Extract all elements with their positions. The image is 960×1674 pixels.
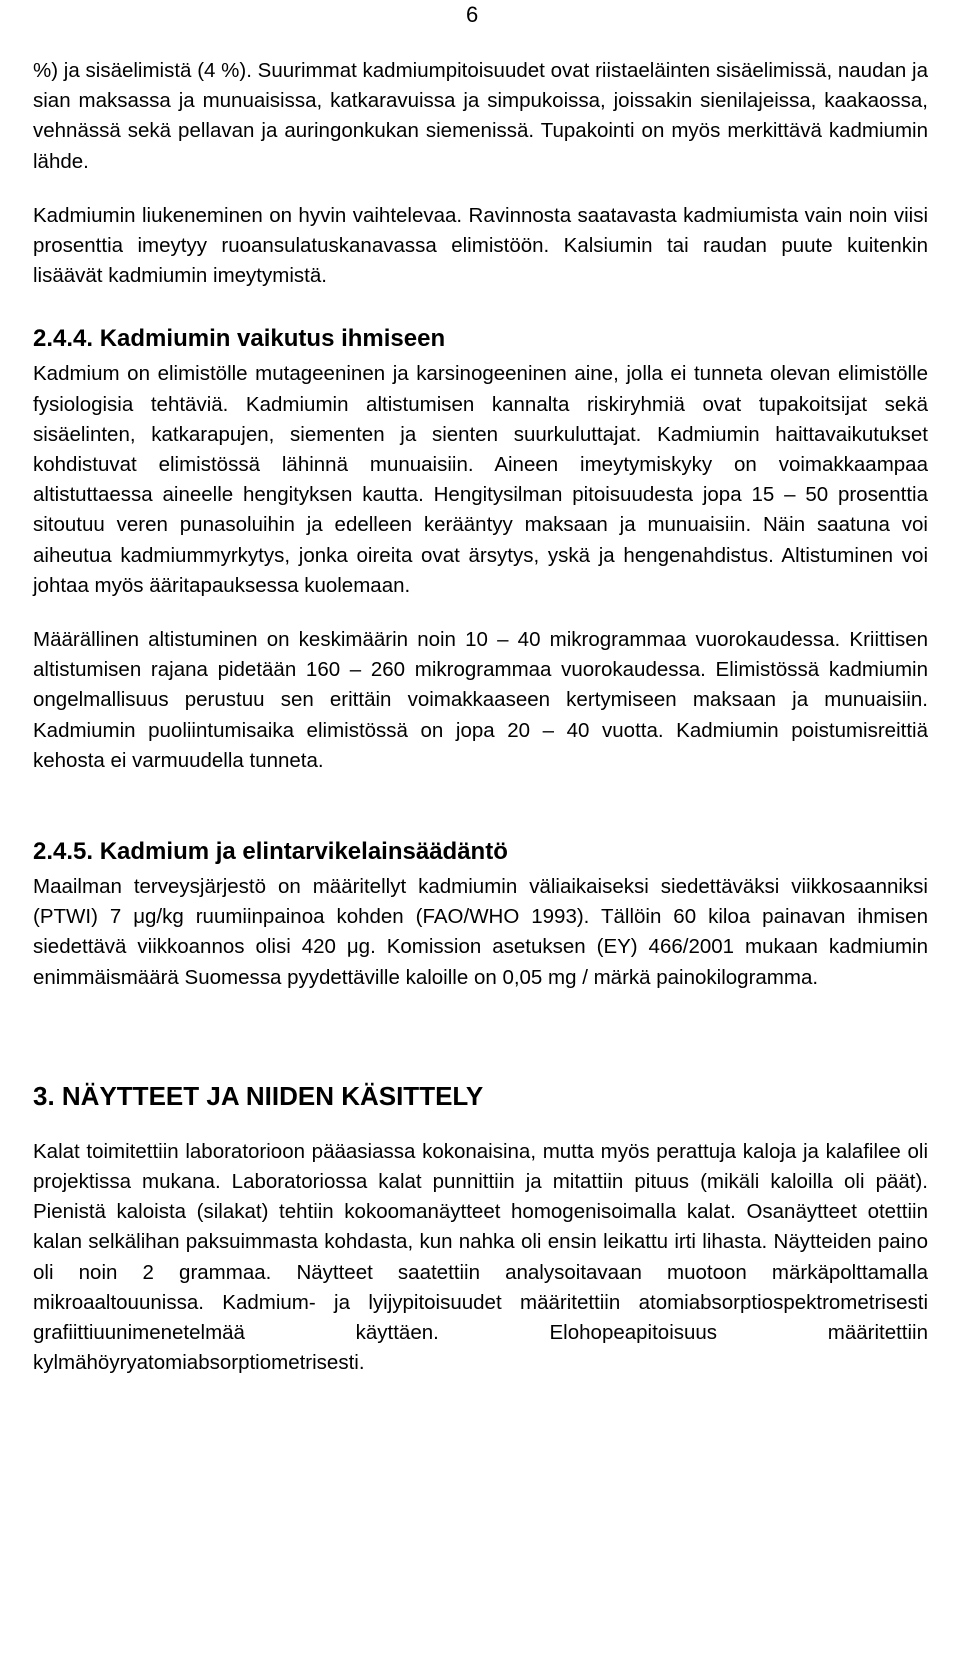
page-number: 6 — [466, 2, 479, 27]
paragraph-exposure: Määrällinen altistuminen on keskimäärin noin 10 – 40 mikrogrammaa vuorokaudessa. Kriittisen altistumisen rajana pidetään 160 – 260 mikrogrammaa vuorokaudessa. Elimistössä kadmiumin ongelmallisuus perustuu sen erittäin voimakkaaseen kertymiseen maksaan ja munuaisiin. Kadmiumin puoliintumisaika elimistössä on jopa 20 – 40 vuotta. Kadmiumin poistumisreittiä kehosta ei varmuudella tunneta. — [33, 628, 928, 772]
paragraph-legislation: Maailman terveysjärjestö on määritellyt kadmiumin väliaikaiseksi siedettäväksi viikkosaanniksi (PTWI) 7 μg/kg ruumiinpainoa kohden (FAO/WHO 1993). Tällöin 60 kiloa painavan ihmisen siedettävä viikkoannos olisi 420 μg. Komission asetuksen (EY) 466/2001 mukaan kadmiumin enimmäismäärä Suomessa pyydettäville kaloille on 0,05 mg / märkä painokilogramma. — [33, 875, 928, 989]
paragraph-intro: %) ja sisäelimistä (4 %). Suurimmat kadmiumpitoisuudet ovat riistaeläinten sisäelimissä, naudan ja sian maksassa ja munuaisissa, katkaravuissa ja simpukoissa, joissakin sienilajeissa, kaakaossa, vehnässä sekä pellavan ja auringonkukan siemenissä. Tupakointi on myös merkittävä kadmiumin lähde. — [33, 59, 928, 173]
section-heading-2-4-4: 2.4.4. Kadmiumin vaikutus ihmiseen — [33, 325, 446, 353]
section-heading-2-4-5: 2.4.5. Kadmium ja elintarvikelainsäädäntö — [33, 838, 508, 866]
document-body — [33, 56, 928, 1379]
section-heading-3: 3. NÄYTTEET JA NIIDEN KÄSITTELY — [33, 1080, 484, 1111]
paragraph-health-effects: Kadmium on elimistölle mutageeninen ja karsinogeeninen aine, jolla ei tunneta olevan elimistölle fysiologisia tehtäviä. Kadmiumin altistumisen kannalta riskiryhmiä ovat tupakoitsijat sekä sisäelinten, katkarapujen, siementen ja sienten suurkuluttajat. Kadmiumin haittavaikutukset kohdistuvat elimistössä lähinnä munuaisiin. Aineen imeytymiskyky on voimakkaampaa altistuttaessa aineelle hengityksen kautta. Hengitysilman pitoisuudesta jopa 15 – 50 prosenttia sitoutuu veren punasoluihin ja edelleen kerääntyy maksaan ja munuaisiin. Näin saatuna voi aiheutua kadmiummyrkytys, jonka oireita ovat ärsytys, yskä ja hengenahdistus. Altistuminen voi johtaa myös ääritapauksessa kuolemaan. — [33, 362, 928, 597]
paragraph-samples: Kalat toimitettiin laboratorioon pääasiassa kokonaisina, mutta myös perattuja kaloja ja kalafilee oli projektissa mukana. Laboratoriossa kalat punnittiin ja mitattiin pituus (mikäli kaloilla oli päät). Pienistä kaloista (silakat) tehtiin kokoomanäytteet homogenisoimalla kalat. Osanäytteet otettiin kalan selkälihan paksuimmasta kohdasta, kun nahka oli ensin leikattu irti lihasta. Näytteiden paino oli noin 2 grammaa. Näytteet saatettiin analysoitavaan muotoon märkäpolttamalla mikroaaltouunissa. Kadmium- ja lyijypitoisuudet määritettiin atomiabsorptiospektrometrisesti grafiittiuunimenetelmää käyttäen. Elohopeapitoisuus määritettiin kylmähöyryatomiabsorptiometrisesti. — [33, 1139, 928, 1375]
paragraph-solubility: Kadmiumin liukeneminen on hyvin vaihtelevaa. Ravinnosta saatavasta kadmiumista vain noin viisi prosenttia imeytyy ruoansulatuskanavassa elimistöön. Kalsiumin tai raudan puute kuitenkin lisäävät kadmiumin imeytymistä. — [33, 203, 928, 288]
